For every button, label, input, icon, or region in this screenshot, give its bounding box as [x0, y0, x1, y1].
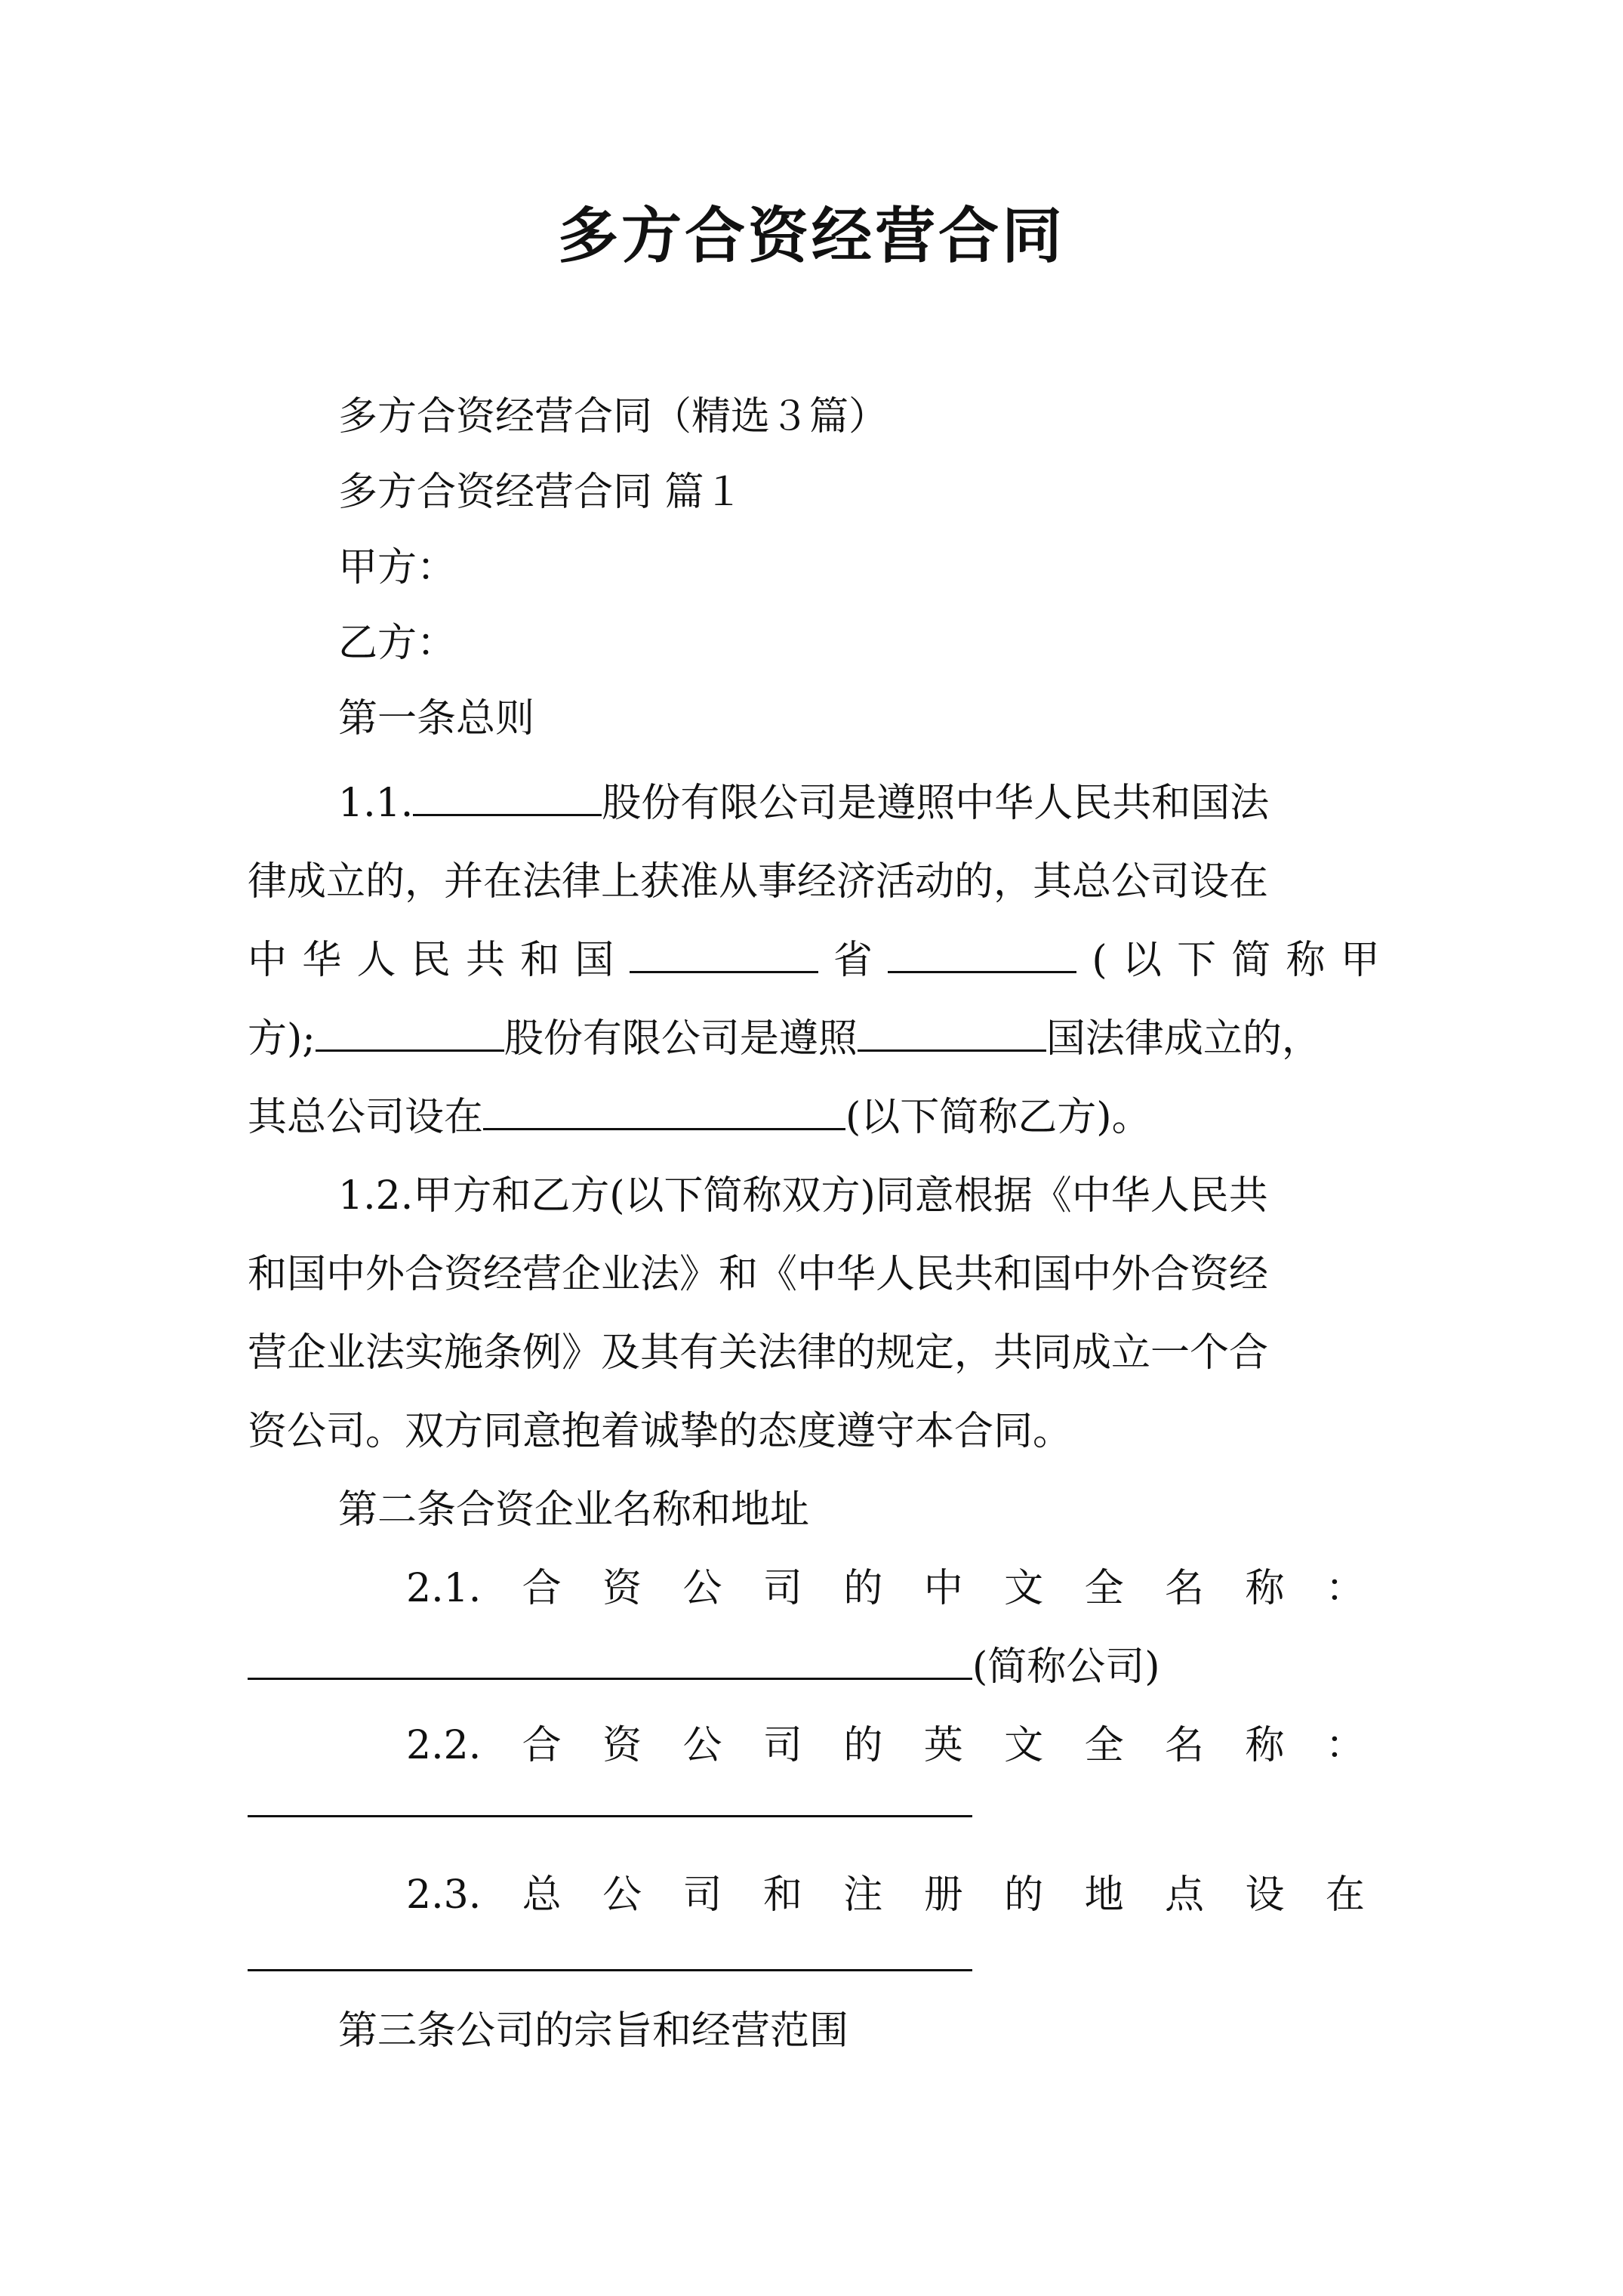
- clause-text: 股份有限公司是遵照: [504, 1016, 858, 1062]
- subtitle: 多方合资经营合同（精选３篇）: [338, 394, 888, 439]
- clause-text: (简称公司): [972, 1644, 1160, 1690]
- blank-field: [316, 1010, 504, 1052]
- char: 甲: [1340, 938, 1380, 983]
- char: 名: [1165, 1723, 1205, 1768]
- char: 合: [522, 1566, 562, 1611]
- blank-field: [888, 932, 1076, 973]
- char: 文: [1004, 1723, 1044, 1768]
- char: 国: [574, 938, 614, 983]
- char: ：: [1325, 1723, 1365, 1768]
- blank-field: [248, 1969, 972, 1971]
- article-2-heading: 第二条合资企业名称和地址: [338, 1487, 810, 1533]
- char: 和: [762, 1872, 802, 1918]
- char: 地: [1084, 1872, 1124, 1918]
- clause-2-1-line-2: [248, 1637, 1160, 1697]
- char: 点: [1165, 1872, 1205, 1918]
- char: 公: [602, 1872, 642, 1918]
- blank-field: [248, 1815, 972, 1817]
- char: 全: [1084, 1566, 1124, 1611]
- clause-text: 其总公司设在: [248, 1095, 484, 1140]
- clause-number: 2.1.: [406, 1566, 482, 1611]
- char: 资: [602, 1723, 642, 1768]
- clause-1-1-line-3: [248, 930, 1380, 991]
- blank-field: [630, 932, 818, 973]
- char: 名: [1165, 1566, 1205, 1611]
- party-a-label: 甲方：: [338, 545, 457, 590]
- char: 资: [602, 1566, 642, 1611]
- char: 合: [522, 1723, 562, 1768]
- party-b-label: 乙方：: [338, 621, 457, 666]
- article-1-heading: 第一条总则: [338, 696, 535, 741]
- char: 下: [1177, 938, 1217, 983]
- document-title: 多方合资经营合同: [558, 200, 1065, 271]
- clause-1-1-line-5: [248, 1087, 1151, 1148]
- article-3-heading: 第三条公司的宗旨和经营范围: [338, 2008, 849, 2054]
- char: 共: [465, 938, 505, 983]
- char: 设: [1245, 1872, 1285, 1918]
- char: 注: [843, 1872, 883, 1918]
- blank-field: [483, 1089, 845, 1130]
- clause-1-2-line-3: 营企业法实施条例》及其有关法律的规定，共同成立一个合: [248, 1330, 1269, 1376]
- clause-1-2-line-4: 资公司。双方同意抱着诚挚的态度遵守本合同。: [248, 1409, 1073, 1454]
- char: 以: [1122, 938, 1162, 983]
- clause-1-1-line-1: [338, 773, 1269, 834]
- clause-text: (以下简称乙方)。: [845, 1095, 1151, 1140]
- char: 册: [923, 1872, 963, 1918]
- blank-field: [413, 775, 602, 816]
- char: 民: [411, 938, 451, 983]
- blank-field: [248, 1638, 972, 1680]
- clause-text: 股份有限公司是遵照中华人民共和国法: [602, 781, 1270, 826]
- clause-2-3-line-1: [406, 1865, 1365, 1925]
- char: 司: [762, 1566, 802, 1611]
- clause-1-1-line-4: [248, 1009, 1321, 1069]
- char: 文: [1004, 1566, 1044, 1611]
- clause-2-1-line-1: [406, 1558, 1365, 1619]
- char: 全: [1084, 1723, 1124, 1768]
- char: 华: [302, 938, 342, 983]
- clause-1-2-line-1: 1.2.甲方和乙方(以下简称双方)同意根据《中华人民共: [338, 1173, 1268, 1219]
- char: 中: [248, 938, 288, 983]
- char: 简: [1231, 938, 1271, 983]
- clause-2-2-line-1: [406, 1715, 1365, 1776]
- char: 在: [1325, 1872, 1365, 1918]
- char: 的: [843, 1723, 883, 1768]
- char: 公: [682, 1566, 722, 1611]
- clause-number: 1.1.: [338, 781, 414, 826]
- clause-text: 方);: [248, 1016, 316, 1062]
- char: 总: [522, 1872, 562, 1918]
- char: 的: [843, 1566, 883, 1611]
- char: (: [1092, 938, 1107, 983]
- char: 省: [833, 938, 873, 983]
- char: 司: [762, 1723, 802, 1768]
- char: 称: [1245, 1723, 1285, 1768]
- char: 的: [1004, 1872, 1044, 1918]
- char: 司: [682, 1872, 722, 1918]
- part-heading: 多方合资经营合同 篇１: [338, 470, 744, 515]
- char: 人: [356, 938, 396, 983]
- char: ：: [1325, 1566, 1365, 1611]
- char: 和: [520, 938, 560, 983]
- char: 称: [1245, 1566, 1285, 1611]
- blank-field: [858, 1010, 1046, 1052]
- clause-1-2-line-2: 和国中外合资经营企业法》和《中华人民共和国中外合资经: [248, 1252, 1269, 1297]
- clause-number: 2.3.: [406, 1872, 482, 1918]
- clause-text: 国法律成立的，: [1046, 1016, 1321, 1062]
- char: 公: [682, 1723, 722, 1768]
- char: 称: [1286, 938, 1326, 983]
- char: 英: [923, 1723, 963, 1768]
- clause-number: 2.2.: [406, 1723, 482, 1768]
- char: 中: [923, 1566, 963, 1611]
- clause-1-1-line-2: 律成立的，并在法律上获准从事经济活动的，其总公司设在: [248, 859, 1269, 905]
